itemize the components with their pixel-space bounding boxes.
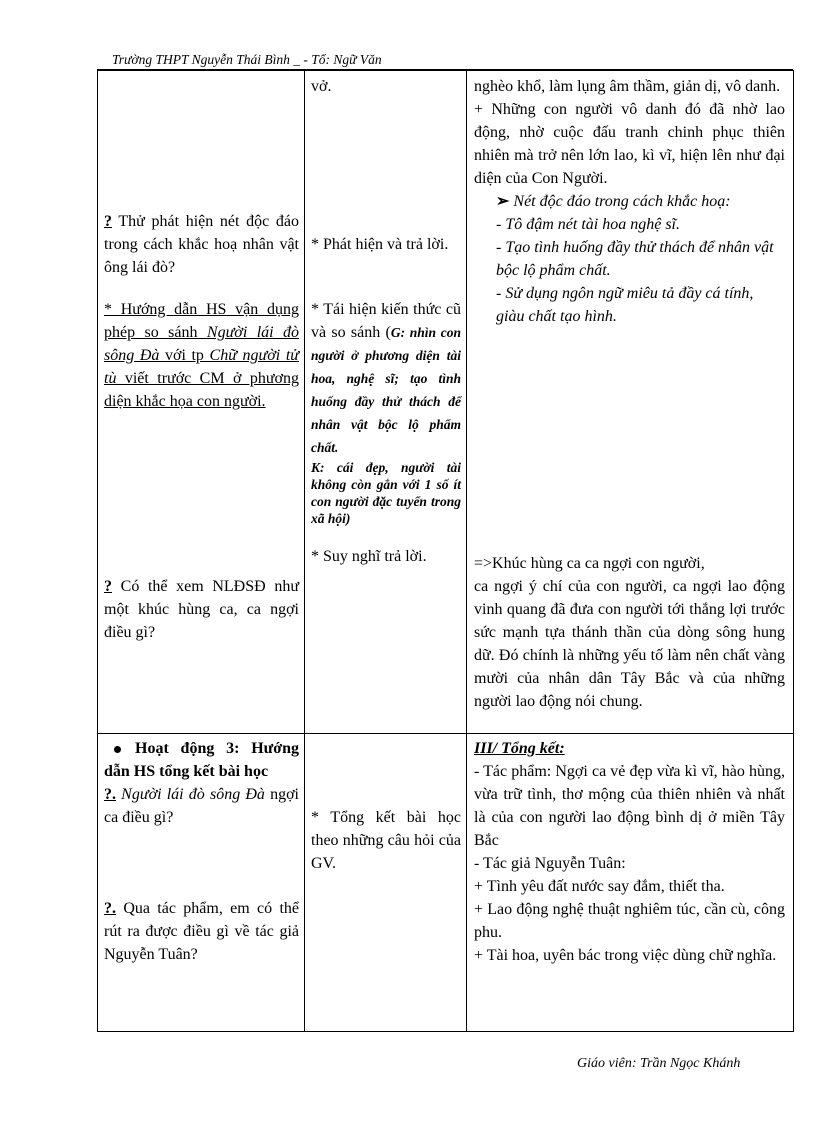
summary-author: - Tác giả Nguyễn Tuân:	[474, 855, 626, 872]
unique-features-heading: ➢ Nét độc đáo trong cách khắc hoạ:	[496, 193, 731, 210]
question-author: ?. Qua tác phẩm, em có thể rút ra được điều gì về tác giả Nguyễn Tuân?	[104, 900, 299, 963]
conclusion-line: =>Khúc hùng ca ca ngợi con người,	[474, 555, 705, 572]
student-activity-cell	[305, 71, 467, 734]
feature-item: - Tô đậm nét tài hoa nghệ sĩ.	[496, 216, 680, 233]
summary-point: + Lao động nghệ thuật nghiêm túc, cần cù, công phu.	[474, 901, 785, 941]
feature-item: - Tạo tình huống đầy thử thách để nhân vật bộc lộ phẩm chất.	[496, 239, 774, 279]
bullet-icon	[114, 746, 121, 753]
answer-think: * Suy nghĩ trả lời.	[311, 548, 427, 565]
answer-recall: * Tái hiện kiến thức cũ và so sánh (G: nhìn con người ở phương diện tài hoa, nghệ sĩ; tạo tình huống đầy thử thách để nhân vật bộc lộ phẩm chất.	[311, 301, 461, 455]
page-header: Trường THPT Nguyễn Thái Bình _ - Tổ: Ngữ Văn	[112, 52, 382, 67]
answer-summary: * Tổng kết bài học theo những câu hỏi của GV.	[311, 809, 461, 872]
teacher-activity-cell	[98, 734, 305, 1032]
content-cell	[467, 71, 794, 734]
question-unique-features: ? Thử phát hiện nét độc đáo trong cách khắc hoạ nhân vật ông lái đò?	[104, 213, 299, 276]
lesson-table	[97, 70, 794, 1032]
table-row	[98, 71, 794, 734]
student-activity-cell	[305, 734, 467, 1032]
content-p1: nghèo khổ, làm lụng âm thầm, giản dị, vô danh.	[474, 78, 781, 95]
feature-item: - Sử dụng ngôn ngữ miêu tả đầy cá tính, giàu chất tạo hình.	[496, 285, 754, 325]
table-row	[98, 734, 794, 1032]
teacher-activity-cell	[98, 71, 305, 734]
summary-heading: III/ Tổng kết:	[474, 740, 565, 757]
content-p2: + Những con người vô danh đó đã nhờ lao động, nhờ cuộc đấu tranh chinh phục thiên nhiên mà trở nên lớn lao, kì vĩ, hiện lên như đại diện của Con Người.	[474, 101, 785, 187]
activity-3-title: Hoạt động 3: Hướng dẫn HS tổng kết bài học	[104, 740, 299, 780]
continued-text: vở.	[311, 78, 332, 95]
arrow-icon: ➢	[496, 193, 510, 210]
answer-discover: * Phát hiện và trả lời.	[311, 236, 449, 253]
summary-point: + Tài hoa, uyên bác trong việc dùng chữ nghĩa.	[474, 947, 777, 964]
guide-comparison: * Hướng dẫn HS vận dụng phép so sánh Người lái đò sông Đà với tp Chữ người tử tù viết trước CM ở phương diện khắc họa con người.	[104, 301, 300, 410]
conclusion-text: ca ngợi ý chí của con người, ca ngợi lao động vinh quang đã đưa con người tới thắng lợi trước sức mạnh tựa thánh thần của dòng sông hung dữ. Đó chính là những yếu tố làm nên chất vàng mười của nhân dân Tây Bắc và của những người lao động nói chung.	[474, 578, 785, 710]
question-heroic-song: ? Có thể xem NLĐSĐ như một khúc hùng ca, ca ngợi điều gì?	[104, 578, 299, 641]
summary-work: - Tác phẩm: Ngợi ca vẻ đẹp vừa kì vĩ, hào hùng, vừa trữ tình, thơ mộng của thiên nhiên và nhất là của con người lao động bình dị ở miền Tây Bắc	[474, 763, 785, 849]
summary-point: + Tình yêu đất nước say đắm, thiết tha.	[474, 878, 725, 895]
teacher-signature: Giáo viên: Trần Ngọc Khánh	[577, 1056, 741, 1071]
note-k: K: cái đẹp, người tài không còn gắn với 1 số ít con người đặc tuyển trong xã hội)	[311, 460, 461, 526]
content-cell	[467, 734, 794, 1032]
question-praise: ?. Người lái đò sông Đà ngợi ca điều gì?	[104, 786, 299, 826]
